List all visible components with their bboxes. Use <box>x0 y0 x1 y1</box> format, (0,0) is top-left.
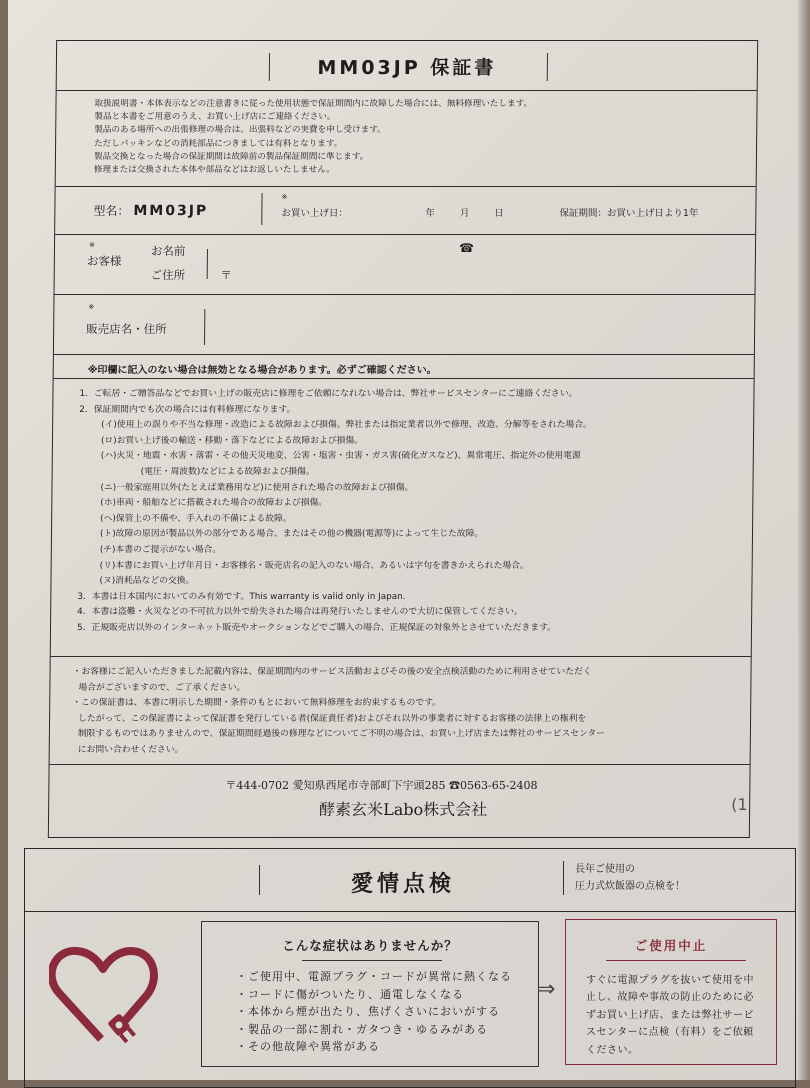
symptom-item: ・その他故障や異常がある <box>236 1040 380 1054</box>
warranty-intro <box>56 91 757 187</box>
warranty-title: MM03JP 保証書 <box>317 57 497 79</box>
inspection-header <box>25 849 795 912</box>
company-name: 酵素玄米Labo株式会社 <box>319 800 488 819</box>
company-info <box>49 765 750 839</box>
stop-use-box <box>565 919 777 1065</box>
shop-row <box>54 295 755 355</box>
term-1: 1．ご転居・ご贈答品などでお買い上げの販売店に修理をご依頼になれない場合は、弊社サービスセンターにご連絡ください。 <box>79 389 578 399</box>
term-2-item: (チ)本書のご提示がない場合。 <box>99 544 222 555</box>
stop-use-text: すぐに電源プラグを抜いて使用を中止し、故障や事故の防止のために必ずお買い上げ店、または弊社サービスセンターに点検（有料）をご依頼ください。 <box>586 975 754 1056</box>
intro-line: 製品交換となった場合の保証期間は故障前の製品保証期間に準じます。 <box>93 151 369 162</box>
warranty-card <box>48 40 758 838</box>
symptom-item: ・製品の一部に割れ・ガタつき・ゆるみがある <box>236 1022 488 1036</box>
field-divider <box>204 309 205 345</box>
required-mark: ※ <box>88 303 95 311</box>
title-divider <box>563 861 564 895</box>
term-4: 4．本書は盗難・火災などの不可抗力以外で紛失された場合は再発行いたしませんので大切に保管してください。 <box>77 607 523 618</box>
warranty-header <box>57 41 758 91</box>
model-value: MM03JP <box>133 203 209 219</box>
term-2-item-cont: (電圧・周波数)などによる故障および損傷。 <box>140 466 315 477</box>
warranty-period: 保証期間：お買い上げ日より1年 <box>559 208 699 219</box>
symptoms-box <box>201 921 539 1067</box>
privacy-line: 制限するものではありませんので、保証期間経過後の修理などについてご不明の場合は、お買い上げ店または弊社のサービスセンター <box>77 729 606 740</box>
symptom-item: ・コードに傷がついたり、通電しなくなる <box>236 987 464 1001</box>
model-row <box>55 187 756 235</box>
customer-address-label: ご住所 <box>150 268 186 282</box>
symptom-item: ・本体から煙が出たり、焦げくさいにおいがする <box>236 1005 500 1019</box>
handwritten-mark: (1 <box>731 795 748 814</box>
required-warning: ※印欄に記入のない場合は無効となる場合があります。必ずご確認ください。 <box>54 355 754 379</box>
title-divider <box>259 865 260 895</box>
privacy-line: ・お客様にご記入いただきました記載内容は、保証期間内のサービス活動およびその後の安全点検活動のために利用させていただく <box>72 667 592 677</box>
required-mark: ※ <box>88 241 95 249</box>
field-divider <box>261 193 262 225</box>
term-2: 2．保証期間内でも次の場合には有料修理になります。 <box>79 404 296 415</box>
term-2-item: (ハ)火災・地震・水害・落雷・その他天災地変、公害・塩害・虫害・ガス害(硫化ガスなど)、異常電圧、指定外の使用電源 <box>100 451 581 462</box>
privacy-notice <box>50 657 751 765</box>
inspection-subtitle: 長年ご使用の 圧力式炊飯器の点検を！ <box>575 864 685 892</box>
term-2-item: (イ)使用上の誤りや不当な修理・改造による故障および損傷。弊社または指定業者以外で修理、改造、分解等をされた場合。 <box>101 420 592 431</box>
customer-row <box>55 235 756 295</box>
symptom-item: ・ご使用中、電源プラグ・コードが異常に熱くなる <box>236 970 512 983</box>
term-2-item: (リ)本書にお買い上げ年月日・お客様名・販売店名の記入のない場合、あるいは字句を書きかえられた場合。 <box>99 560 529 571</box>
customer-name-label: お名前 <box>150 244 186 258</box>
privacy-line: にお問い合わせください。 <box>77 744 184 755</box>
divider <box>606 960 746 961</box>
purchase-date-field[interactable]: お買い上げ日： <box>281 208 348 219</box>
term-5: 5．正規販売店以外のインターネット販売やオークションなどでご購入の場合、正規保証の対象外とさせていただきます。 <box>76 622 557 633</box>
arrow-right-icon: ⇒ <box>537 977 556 1002</box>
term-2-item: (ヌ)消耗品などの交換。 <box>99 576 195 587</box>
term-2-item: (ヘ)保管上の不備や、手入れの不備による故障。 <box>100 513 292 524</box>
term-2-item: (ロ)お買い上げ後の輸送・移動・落下などによる故障および損傷。 <box>100 435 364 446</box>
purchase-date-ymd: 年 月 日 <box>425 208 504 219</box>
term-2-item: (ト)故障の原因が製品以外の部分である場合、またはその他の機器(電源等)によって生じた故障。 <box>99 529 484 540</box>
stop-use-title: ご使用中止 <box>634 938 708 953</box>
postal-mark-icon: 〒 <box>220 269 232 282</box>
warranty-terms <box>51 379 754 657</box>
privacy-line: したがって、この保証書によって保証書を発行している者(保証責任者)およびそれ以外の事業者に対するお客様の法律上の権利を <box>78 713 587 724</box>
intro-line: 取扱説明書・本体表示などの注意書きに従った使用状態で保証期間内に故障した場合には、無料修理いたします。 <box>94 99 533 109</box>
inspection-card <box>24 848 796 1088</box>
intro-line: ただしパッキンなどの消耗部品につきましては有料となります。 <box>94 138 343 149</box>
customer-label: お客様 <box>86 254 122 268</box>
heart-plug-icon <box>49 943 159 1047</box>
privacy-line: ・この保証書は、本書に明示した期間・条件のもとにおいて無料修理をお約束するものです。 <box>72 698 442 709</box>
divider <box>302 960 442 961</box>
field-divider <box>207 249 208 279</box>
required-mark: ※ <box>281 193 288 201</box>
table-surface <box>798 0 810 1080</box>
inspection-title: 愛情点検 <box>351 872 456 897</box>
intro-line: 製品のある場所への出張修理の場合は、出張料などの実費を申し受けます。 <box>94 125 386 136</box>
intro-line: 製品と本書をご用意のうえ、お買い上げ店にご連絡ください。 <box>94 112 336 123</box>
intro-line: 修理または交換された本体や部品などはお返しいたしません。 <box>93 165 336 176</box>
term-3: 3．本書は日本国内においてのみ有効です。This warranty is valid only in Japan. <box>77 591 406 602</box>
symptoms-title: こんな症状はありませんか？ <box>282 938 458 953</box>
term-2-item: (ニ)一般家庭用以外(たとえば業務用など)に使用された場合の故障および損傷。 <box>100 482 414 493</box>
model-label: 型名： MM03JP <box>93 203 209 219</box>
shop-label: 販売店名・住所 <box>86 322 167 336</box>
phone-icon: ☎ <box>458 241 475 255</box>
term-2-item: (ホ)車両・船舶などに搭載された場合の故障および損傷。 <box>100 498 328 509</box>
symptoms-list <box>236 968 512 1056</box>
company-address: 〒444-0702 愛知県西尾市寺部町下宇頭285 ☎0563-65-2408 <box>225 779 538 792</box>
privacy-line: 場合がございますので、ご了承ください。 <box>78 682 246 693</box>
